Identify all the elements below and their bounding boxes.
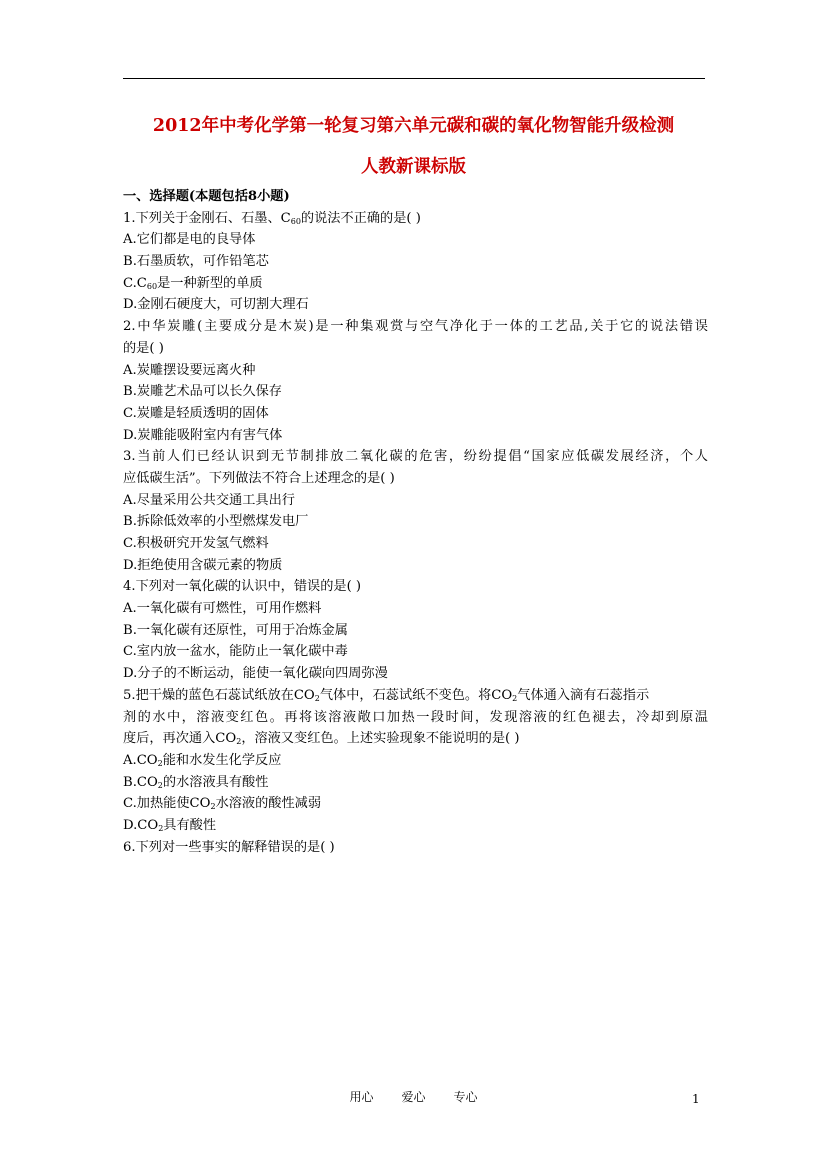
q1-option-c-subscript: 60 [146, 281, 158, 291]
q5-stem-line-3 [123, 728, 708, 750]
q2-option-d: D.炭雕能吸附室内有害气体 [123, 427, 283, 443]
q3-stem-line-1: 3.当前人们已经认识到无节制排放二氧化碳的危害，纷纷提倡“国家应低碳发展经济，个人 [123, 449, 708, 465]
q6-stem: 6.下列对一些事实的解释错误的是( ) [123, 839, 335, 855]
q1-stem-subscript: 60 [290, 216, 301, 226]
q5-option-b-text: B.CO [123, 774, 158, 790]
q5-option-d-text: D.CO [123, 817, 159, 833]
q3-option-b: B.拆除低效率的小型燃煤发电厂 [123, 514, 309, 530]
q1-option-a: A.它们都是电的良导体 [123, 232, 256, 248]
q5-stem-line-1 [123, 685, 708, 707]
q5-option-a-text: A.CO [123, 752, 158, 768]
q1-stem-text-end: 的说法不正确的是( ) [300, 210, 421, 226]
q1-option-b: B.石墨质软，可作铅笔芯 [123, 254, 269, 270]
q5-line-1-subscript-1: 2 [314, 693, 320, 703]
q1-stem [123, 208, 708, 230]
q5-option-b [123, 772, 708, 794]
q5-option-c-text-end: 水溶液的酸性减弱 [215, 796, 322, 812]
q2-option-a: A.炭雕摆设要远离火种 [123, 362, 256, 378]
footer-motto-2: 爱心 [401, 1090, 426, 1104]
q3-stem-line-2: 应低碳生活”。下列做法不符合上述理念的是( ) [123, 470, 395, 486]
q5-option-c [123, 793, 708, 815]
q1-option-c-text-end: 是一种新型的单质 [157, 275, 263, 291]
q5-option-b-subscript: 2 [157, 780, 163, 790]
q5-option-c-subscript: 2 [210, 802, 216, 812]
q3-option-d: D.拒绝使用含碳元素的物质 [123, 557, 283, 573]
footer-motto-1: 用心 [349, 1090, 374, 1104]
q5-option-d-text-end: 具有酸性 [163, 817, 217, 833]
q2-stem-line-1: 2.中华炭雕(主要成分是木炭)是一种集观赏与空气净化于一体的工艺品,关于它的说法错误 [123, 319, 708, 335]
q5-option-a-subscript: 2 [157, 758, 163, 768]
q5-line-3-text-b: ，溶液又变红色。上述实验现象不能说明的是( ) [241, 731, 520, 747]
q5-stem-line-2: 剂的水中，溶液变红色。再将该溶液敞口加热一段时间，发现溶液的红色褪去，冷却到原温 [123, 709, 708, 725]
q5-option-d-subscript: 2 [158, 823, 164, 833]
q2-option-b: B.炭雕艺术品可以长久保存 [123, 384, 282, 400]
q5-option-a-text-end: 能和水发生化学反应 [162, 752, 282, 768]
q5-line-1-subscript-2: 2 [512, 693, 518, 703]
q4-option-c: C.室内放一盆水，能防止一氧化碳中毒 [123, 644, 348, 660]
page-number: 1 [692, 1092, 700, 1106]
footer-motto-3: 专心 [453, 1090, 478, 1104]
footer-motto [0, 1089, 827, 1105]
q2-option-c: C.炭雕是轻质透明的固体 [123, 405, 269, 421]
document-body [123, 186, 708, 858]
section-heading: 一、选择题(本题包括8小题) [123, 189, 290, 204]
q5-line-3-text-a: 度后，再次通入CO [123, 731, 237, 747]
q1-option-c [123, 273, 708, 295]
q5-option-a [123, 750, 708, 772]
q5-line-1-text-c: 气体通入滴有石蕊指示 [517, 687, 650, 703]
q4-option-a: A.一氧化碳有可燃性，可用作燃料 [123, 601, 322, 617]
document-title-line-2: 人教新课标版 [361, 157, 466, 177]
header-rule [123, 78, 705, 79]
q5-option-c-text: C.加热能使CO [123, 796, 211, 812]
q4-option-d: D.分子的不断运动，能使一氧化碳向四周弥漫 [123, 666, 388, 682]
q4-option-b: B.一氧化碳有还原性，可用于冶炼金属 [123, 622, 348, 638]
document-title-line-1: 2012年中考化学第一轮复习第六单元碳和碳的氧化物智能升级检测 [152, 116, 675, 136]
q3-option-c: C.积极研究开发氢气燃料 [123, 536, 269, 551]
q2-stem-line-2: 的是( ) [123, 340, 164, 356]
q5-line-1-text-a: 5.把干燥的蓝色石蕊试纸放在CO [123, 687, 315, 703]
q4-stem: 4.下列对一氧化碳的认识中，错误的是( ) [123, 579, 362, 595]
q1-stem-text: 1.下列关于金刚石、石墨、C [123, 210, 291, 226]
q5-option-d [123, 815, 708, 837]
q5-line-3-subscript: 2 [236, 737, 242, 747]
q1-option-d: D.金刚石硬度大，可切割大理石 [123, 297, 309, 313]
q5-option-b-text-end: 的水溶液具有酸性 [162, 774, 269, 790]
q1-option-c-text: C.C [123, 275, 147, 291]
q3-option-a: A.尽量采用公共交通工具出行 [123, 492, 295, 508]
q5-line-1-text-b: 气体中，石蕊试纸不变色。将CO [319, 687, 513, 703]
